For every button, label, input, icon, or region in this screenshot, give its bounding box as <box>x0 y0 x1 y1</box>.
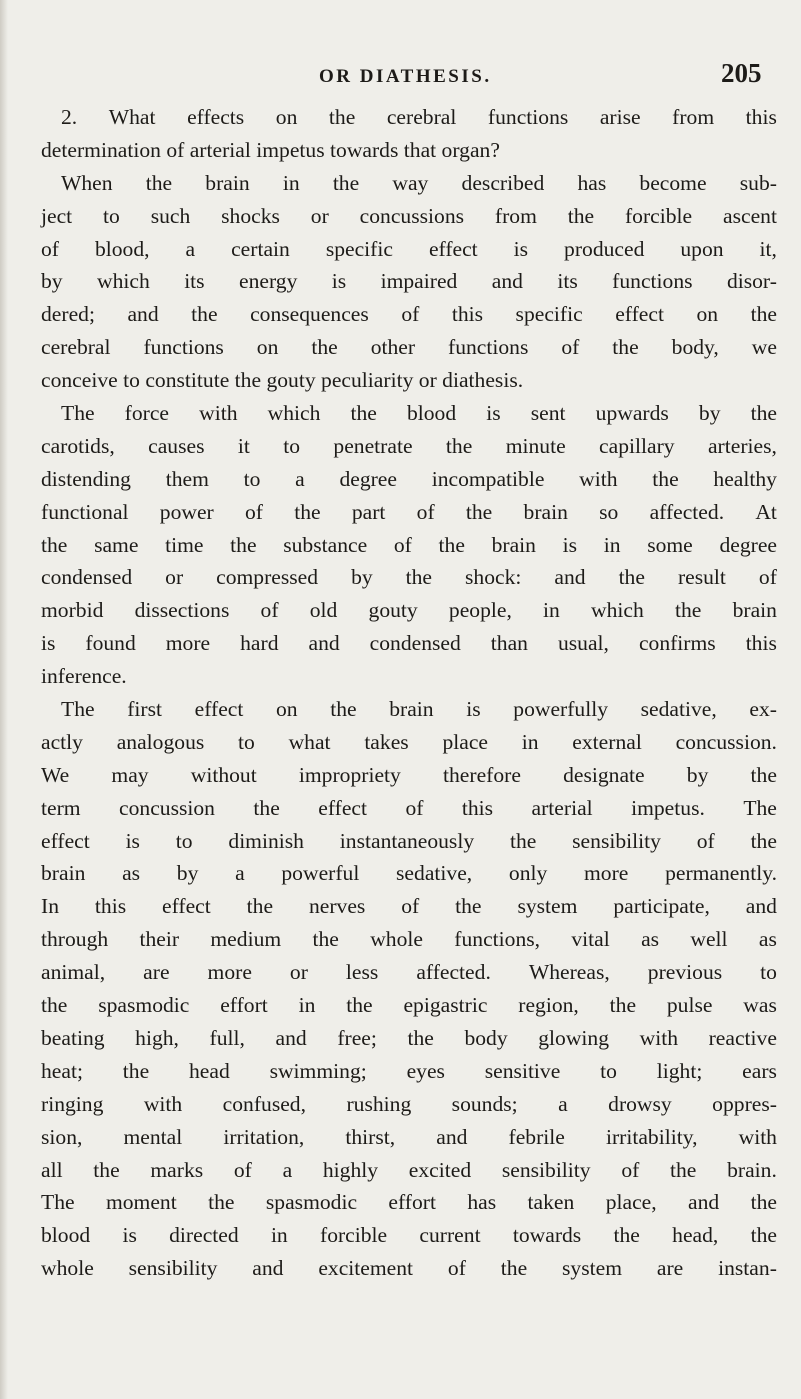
text-line: all the marks of a highly excited sensibility of the brain. <box>41 1157 777 1182</box>
text-line: distending them to a degree incompatible with the healthy <box>41 466 777 491</box>
text-line: determination of arterial impetus towards that organ? <box>41 137 500 162</box>
text-line: morbid dissections of old gouty people, in which the brain <box>41 598 777 623</box>
text-line: animal, are more or less affected. Whereas, previous to <box>41 960 777 985</box>
text-line: ringing with confused, rushing sounds; a drowsy oppres- <box>41 1091 777 1116</box>
text-line: effect is to diminish instantaneously the sensibility of the <box>41 828 777 853</box>
text-line: 2. What effects on the cerebral functions arise from this <box>61 105 777 129</box>
text-line: inference. <box>41 664 127 689</box>
text-line: We may without impropriety therefore designate by the <box>41 762 777 787</box>
text-line: functional power of the part of the brain so affected. At <box>41 499 777 524</box>
text-line: term concussion the effect of this arterial impetus. The <box>41 795 777 820</box>
text-line: When the brain in the way described has become sub- <box>61 170 777 195</box>
text-line: condensed or compressed by the shock: and the result of <box>41 565 777 590</box>
body-text <box>41 101 777 1285</box>
text-line: blood is directed in forcible current towards the head, the <box>41 1223 777 1248</box>
text-line: The first effect on the brain is powerfully sedative, ex- <box>61 697 777 722</box>
running-head: OR DIATHESIS. <box>319 66 492 87</box>
text-line: through their medium the whole functions, vital as well as <box>41 927 777 952</box>
text-line: the same time the substance of the brain is in some degree <box>41 532 777 557</box>
text-line: by which its energy is impaired and its functions disor- <box>41 269 777 294</box>
page-header <box>0 58 801 98</box>
text-line: The force with which the blood is sent upwards by the <box>61 401 777 426</box>
text-line: conceive to constitute the gouty peculiarity or diathesis. <box>41 368 524 393</box>
text-line: the spasmodic effort in the epigastric region, the pulse was <box>41 993 777 1018</box>
text-line: sion, mental irritation, thirst, and febrile irritability, with <box>41 1124 777 1149</box>
text-line: In this effect the nerves of the system participate, and <box>41 894 777 919</box>
page-number: 205 <box>721 58 762 88</box>
page-gutter-shadow <box>0 0 8 1399</box>
text-line: ject to such shocks or concussions from the forcible ascent <box>41 203 777 228</box>
text-line: The moment the spasmodic effort has taken place, and the <box>41 1190 777 1215</box>
text-line: is found more hard and condensed than usual, confirms this <box>41 631 777 656</box>
text-line: dered; and the consequences of this specific effect on the <box>41 302 777 327</box>
text-line: actly analogous to what takes place in external concussion. <box>41 729 777 754</box>
text-line: carotids, causes it to penetrate the minute capillary arteries, <box>41 433 777 458</box>
text-line: heat; the head swimming; eyes sensitive to light; ears <box>41 1058 777 1083</box>
text-line: of blood, a certain specific effect is produced upon it, <box>41 236 777 261</box>
text-line: cerebral functions on the other functions of the body, we <box>41 335 777 360</box>
text-line: whole sensibility and excitement of the system are instan- <box>41 1256 777 1281</box>
text-line: brain as by a powerful sedative, only more permanently. <box>41 861 777 886</box>
text-line: beating high, full, and free; the body glowing with reactive <box>41 1025 777 1050</box>
